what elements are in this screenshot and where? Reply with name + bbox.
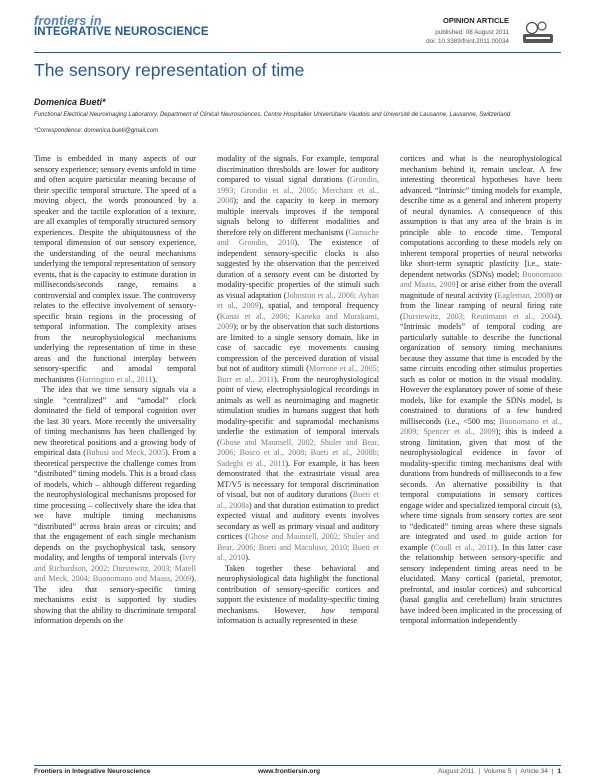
footer-rule bbox=[34, 765, 561, 766]
citation-reference[interactable]: Johnston et al., 2006; Ayhan et al., 2009 bbox=[217, 290, 379, 310]
body-text: Taken together these behavioral and neurophysiological data highlight the functional contribution of sensory-specific cortices and support the existence of modality-specific timing mechanisms. However, bbox=[217, 563, 379, 615]
body-text: ); this is indeed a strong limitation, given that most of the neurophysiological evidence in favor of modality-specific timing mechanisms deal with durations from hundreds of milliseconds to a few seconds. An alternative possibility is that temporal computations in sensory cortices engage wider and specialized temporal circuit (s), where time signals from sensory cortex are sent to “dedicated” timing areas where these signals are integrated and used to guide action for example ( bbox=[400, 427, 562, 552]
body-text: Time is embedded in many aspects of our sensory experience; sensory events unfold in time and often acquire particular meaning because of their specific temporal structure. The speed of a moving object, the words pronounced by a speaker and the tactile exploration of a texture, are all examples of temporally structured sensory experiences. Despite the ubiquitousness of the temporal dimension of our sensory experience, the understanding of the neural mechanisms underlying the temporal representation of sensory events, that is the capacity to estimate duration in milliseconds/seconds range, remains a controversial and complex issue. The controversy relates to the effective involvement of sensory-specific brain regions in the processing of temporal information. The complexity arises from the neurophysiological mechanisms underlying the representation of time in these areas and the functional interplay between sensory-specific and amodal temporal mechanisms ( bbox=[34, 154, 196, 384]
body-paragraph bbox=[217, 154, 379, 564]
citation-reference[interactable]: Buhusi and Meck, 2005 bbox=[85, 448, 166, 457]
header-rule bbox=[34, 52, 561, 53]
body-text: ) and that duration estimation to predict expected visual and auditory events involves secondary as well as primary visual and auditory cortices ( bbox=[217, 500, 379, 541]
body-text: The idea that we time sensory signals via a single “centralized” and “amodal” clock dominated the field of temporal cognition over the last 30 years. More recently the universality of timing mechanisms has been challenged by new theoretical positions and a growing body of empirical data ( bbox=[34, 385, 196, 457]
body-text: temporal information is actually represented in these bbox=[217, 605, 379, 625]
emphasis-text: how bbox=[321, 605, 335, 615]
body-text: ) or from the linear ramping of neural firing rate ( bbox=[400, 290, 562, 321]
correspondence-email-link[interactable]: domenica.bueti@gmail.com bbox=[84, 128, 159, 134]
footer-date: August 2011 bbox=[437, 768, 475, 775]
citation-reference[interactable]: Kanai et al., 2006; Kaneko and Murakami, 2009 bbox=[217, 311, 379, 331]
correspondence-line bbox=[34, 128, 158, 134]
body-column-1 bbox=[34, 154, 196, 762]
citation-reference[interactable]: Ghose and Maunsell, 2002; Shuler and Bear, 2006; Bueti and Macaluso, 2010; Bueti et al., 2010 bbox=[217, 532, 379, 562]
body-text: ). “Intrinsic models” of temporal coding are particularly suitable to describe the functional organization of sensory timing mechanisms because they assume that time is encoded by the same circuits encoding other stimulus properties such as color or motion in the visual modality. However the explanatory power of some of these models, like for example the SDNs model, is constrained to durations of a few hundred milliseconds (i.e., <500 ms; bbox=[400, 311, 562, 426]
citation-reference[interactable]: Harrington et al., 2011 bbox=[78, 374, 153, 384]
body-text: modality of the signals. For example, temporal discrimination thresholds are lower for auditory compared to visual signal durations ( bbox=[217, 154, 379, 184]
article-title: The sensory representation of time bbox=[34, 60, 305, 80]
body-paragraph bbox=[217, 564, 379, 627]
journal-brand-top: frontiers in bbox=[34, 14, 102, 28]
footer-volume: Volume 5 bbox=[483, 768, 512, 775]
footer-separator: | bbox=[551, 768, 554, 775]
open-access-badge-icon bbox=[520, 17, 556, 47]
author-name: Domenica Bueti* bbox=[34, 97, 106, 107]
footer-journal-name: Frontiers in Integrative Neuroscience bbox=[34, 768, 151, 775]
footer-citation bbox=[438, 768, 561, 775]
body-column-3 bbox=[400, 154, 562, 762]
body-text: ). bbox=[152, 374, 158, 384]
body-text: ). From a theoretical perspective the challenge comes from “distributed” timing models. This is a broad class of models, which – although different regarding the neurophysiological mechanisms proposed for time processing – collectively share the idea that we have multiple timing mechanisms “distributed” across brain areas or circuits; and that the engagement of each single mechanism depends on the psychophysical task, sensory modality, and lengths of temporal intervals ( bbox=[34, 448, 196, 562]
body-text: ). From the neurophysiological point of view, electrophysiological recordings in animals as well as neuroimaging and magnetic stimulation studies in humans suggest that both modality-specific and supramodal mechanisms underlie the estimation of temporal intervals ( bbox=[217, 374, 379, 447]
journal-brand-name: INTEGRATIVE NEUROSCIENCE bbox=[34, 26, 209, 38]
body-paragraph bbox=[400, 154, 562, 627]
citation-reference[interactable]: Buonomano et al., 2009; Spencer et al., 2009 bbox=[400, 416, 562, 436]
citation-reference[interactable]: Ivry and Richardson, 2002; Durstewitz, 2003; Matell and Meck, 2004; Buonomano and Maass, 2009 bbox=[34, 553, 196, 583]
body-text: ] or arise either from the overall magnitude of neural activity ( bbox=[400, 280, 562, 300]
body-text: ); and the capacity to keep in memory multiple intervals improves if the temporal signals belong to different modalities and therefore rely on different mechanisms ( bbox=[217, 196, 379, 237]
body-paragraph bbox=[34, 385, 196, 627]
citation-reference[interactable]: Buonomano and Maass, 2009 bbox=[400, 269, 562, 289]
body-text: ), spatial, and temporal frequency ( bbox=[217, 301, 379, 321]
citation-reference[interactable]: Ghose and Maunsell, 2002; Shuler and Bear, 2006; Bosco et al., 2008; Bueti et al., 2008b; Sadeghi et al., 2011 bbox=[217, 437, 379, 468]
footer-page-number: 1 bbox=[557, 768, 561, 775]
footer-website-link[interactable]: www.frontiersin.org bbox=[258, 768, 321, 775]
citation-reference[interactable]: Grondin, 1993; Grondin et al., 2005; Merchant et al., 2008 bbox=[217, 175, 379, 205]
body-column-2 bbox=[217, 154, 379, 762]
citation-reference[interactable]: Bueti et al., 2008a bbox=[217, 490, 379, 510]
citation-reference[interactable]: Gamache and Grondin, 2010 bbox=[217, 227, 379, 247]
citation-reference[interactable]: Durstewitz, 2003; Reutimann et al., 2004 bbox=[402, 311, 558, 321]
doi-label: doi: 10.3389/fnint.2011.00034 bbox=[426, 38, 509, 45]
body-text: ); or by the observation that such distortions are limited to a single sensory domain, like in case of saccadic eye movements causing compression of the perceived duration of visual but not of auditory stimuli ( bbox=[217, 322, 379, 373]
citation-reference[interactable]: Morrone et al., 2005; Burr et al., 2011 bbox=[217, 364, 379, 384]
body-text: ). bbox=[245, 553, 250, 562]
published-date: published: 08 August 2011 bbox=[435, 29, 509, 36]
body-text: ). The existence of independent sensory-specific clocks is also suggested by the observation that the perceived duration of a sensory event can be distorted by modality-specific properties of the stimuli such as visual adaptation ( bbox=[217, 238, 379, 300]
citation-reference[interactable]: Eagleman, 2008 bbox=[497, 290, 551, 300]
body-text: ). The idea that sensory-specific timing mechanisms exist is supported by studies showing that the ability to discriminate temporal information depends on the bbox=[34, 574, 196, 625]
author-affiliation: Functional Electrical Neuroimaging Laboratory, Department of Clinical Neurosciences, Centre Hospitalier Universitaire Vaudois and Université de Lausanne, Lausanne, Switzerland bbox=[34, 112, 511, 118]
footer-separator: | bbox=[515, 768, 517, 775]
correspondence-label: *Correspondence: bbox=[34, 128, 83, 134]
footer-separator: | bbox=[478, 768, 481, 775]
body-text: ). In this latter case the relationship between sensory-specific and sensory independent timing areas need to be elucidated. Many cortical (parietal, premotor, prefrontal, and insular cortices) and subcortical (basal ganglia and cerebellum) brain structures have indeed been implicated in the processing of temporal information independently bbox=[400, 542, 562, 625]
footer-article-number: Article 34 bbox=[520, 768, 548, 775]
citation-reference[interactable]: Coull et al., 2011 bbox=[433, 542, 495, 552]
body-text: ). For example, it has been demonstrated that the extrastriate visual area MT/V5 is necessary for temporal discrimination of visual, but not of auditory durations ( bbox=[217, 458, 379, 499]
body-text: cortices and what is the neurophysiological mechanism behind it, remain unclear. A few interesting theoretical hypotheses have been advanced. “Intrinsic” timing models for example, describe time as a general and inherent property of neural dynamics. A consequence of this assumption is that any area of the brain is in principle able to encode time. Temporal computations according to these models rely on inherent temporal properties of neural networks like short-term synaptic plasticity [i.e., state-dependent networks (SDNs) model; bbox=[400, 154, 562, 279]
article-type: OPINION ARTICLE bbox=[443, 16, 509, 25]
body-paragraph bbox=[34, 154, 196, 385]
